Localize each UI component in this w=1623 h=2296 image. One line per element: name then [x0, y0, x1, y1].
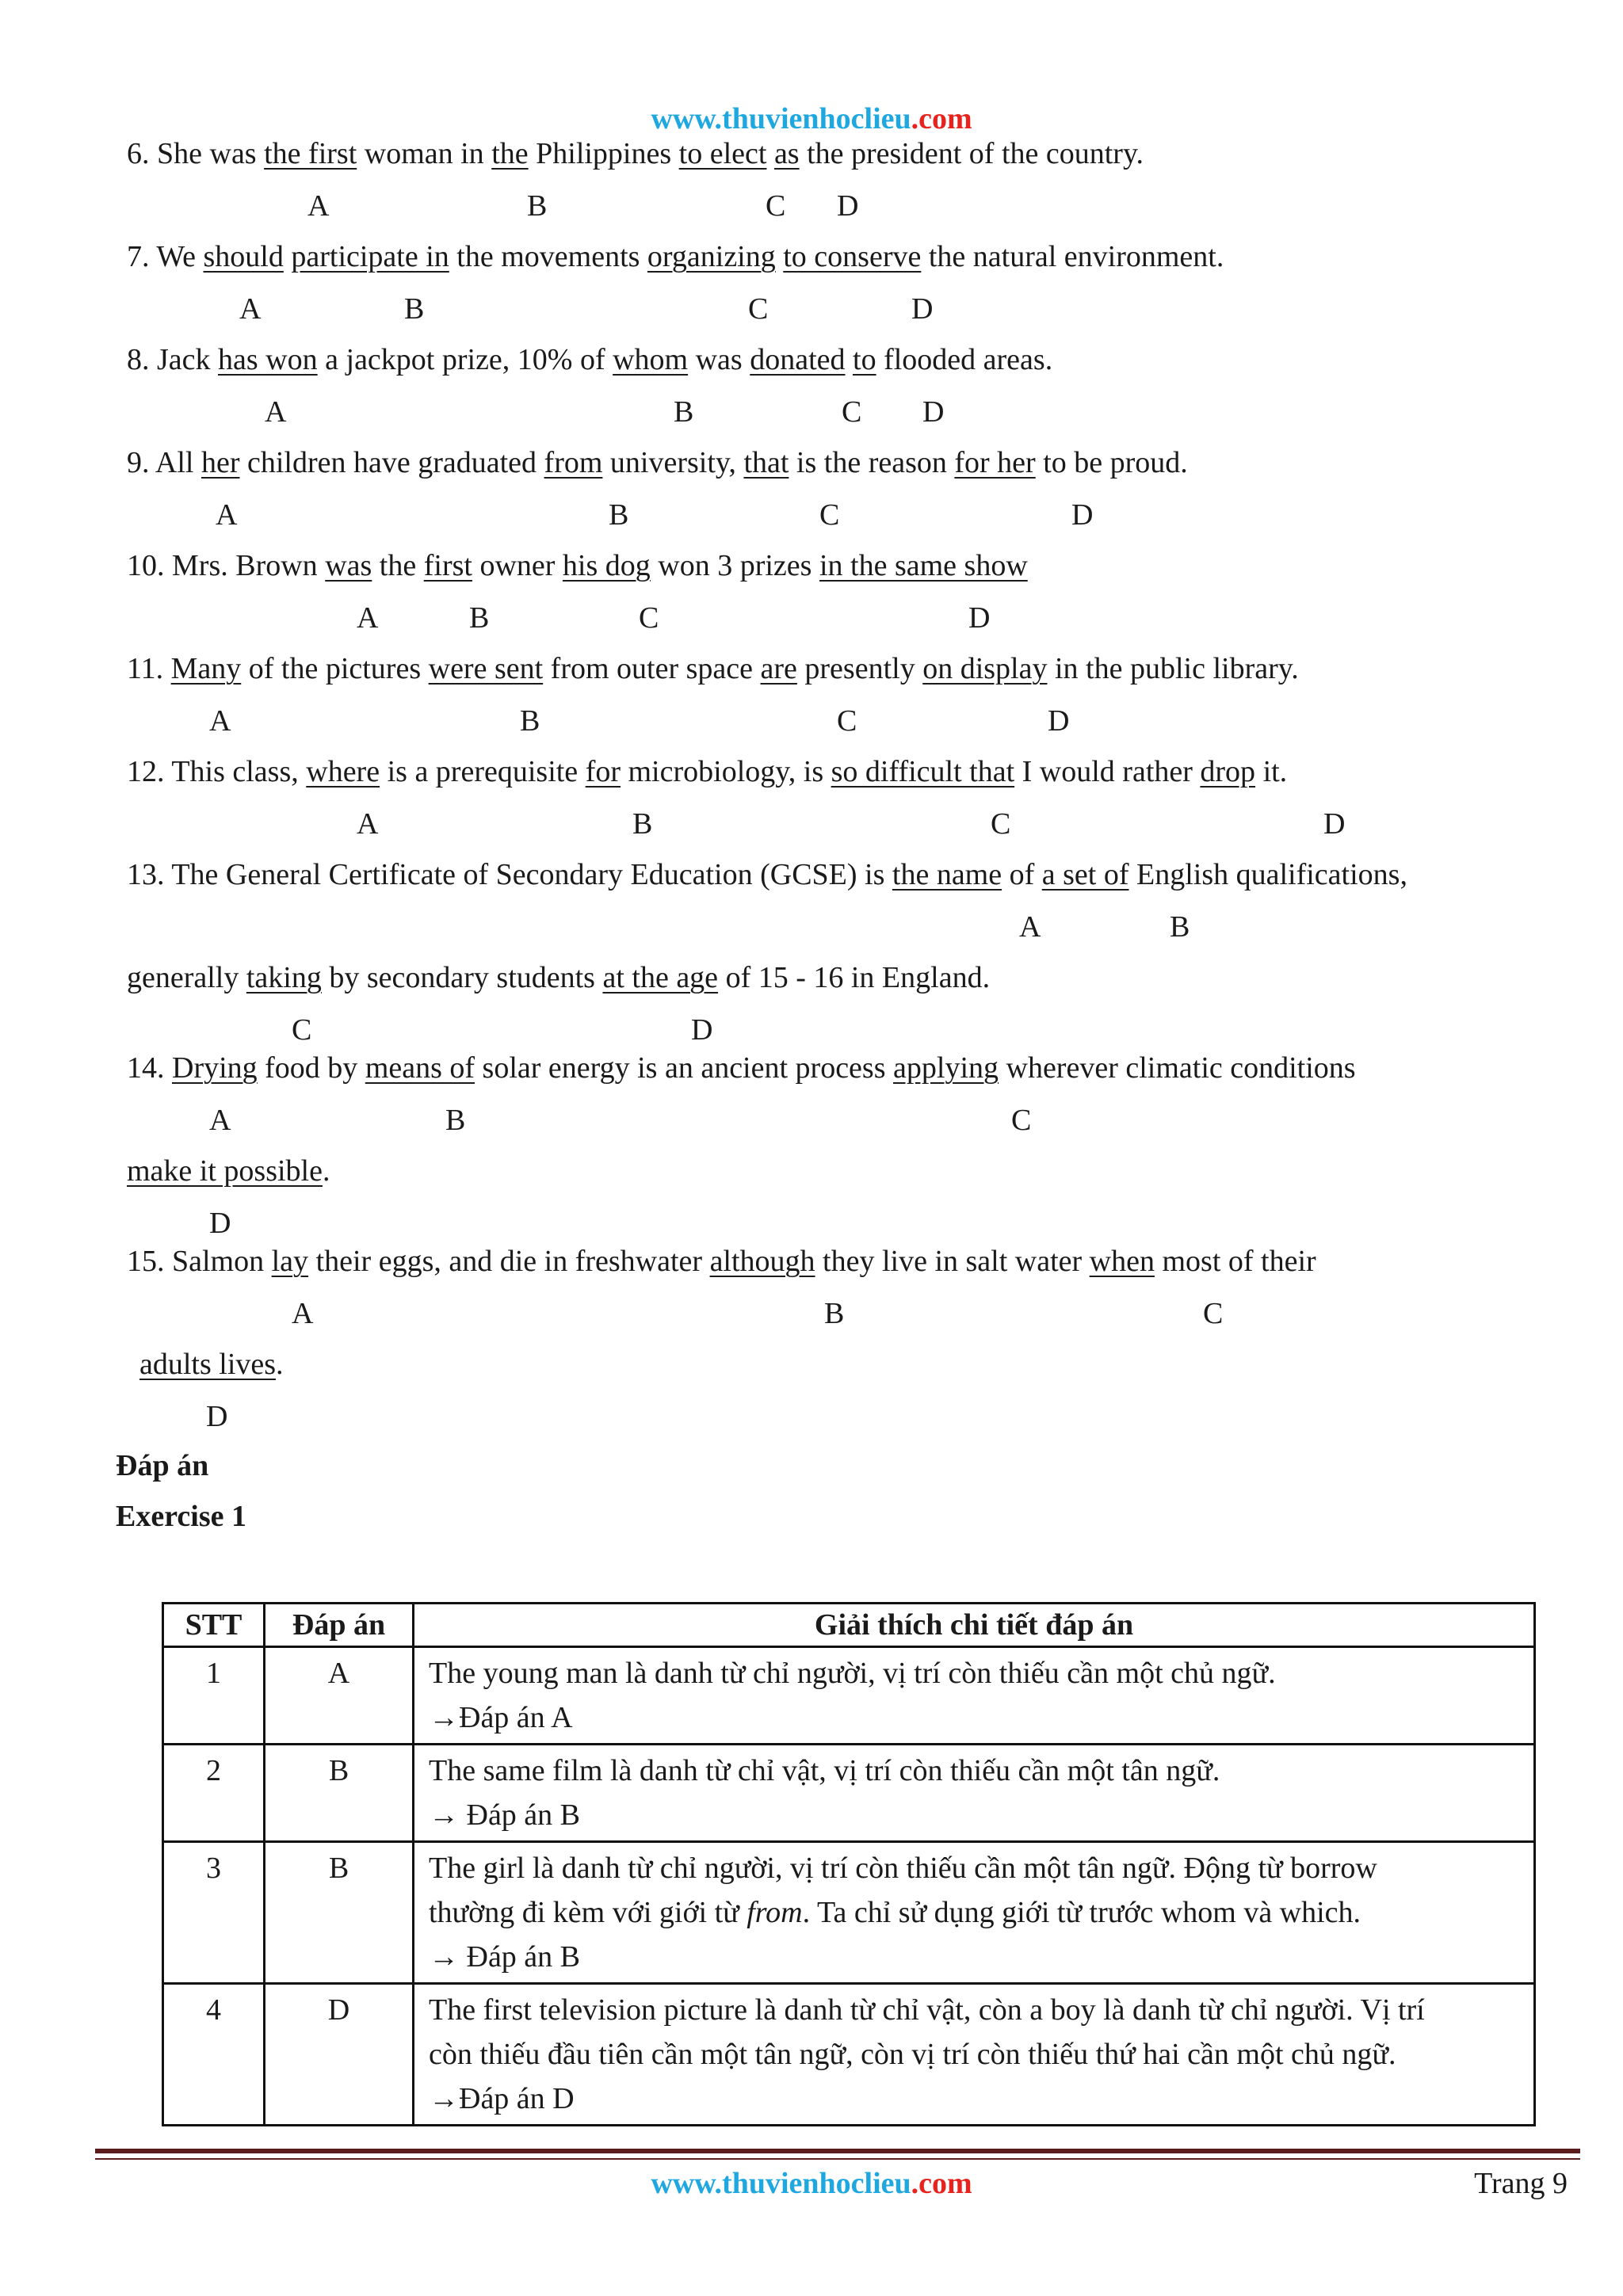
option-b: B: [824, 1297, 845, 1330]
question-12: 12. This class, where is a prerequisite for microbiology, is so difficult that I would rather drop it.: [127, 755, 1288, 788]
row-answer: B: [265, 1842, 414, 1984]
table-row: [163, 1745, 1535, 1842]
answer-table: [162, 1602, 1536, 2126]
row-answer: A: [265, 1647, 414, 1745]
option-b: B: [520, 704, 540, 738]
row-explanation: The young man là danh từ chỉ người, vị trí còn thiếu cần một chủ ngữ. →Đáp án A: [414, 1647, 1535, 1745]
option-c: C: [292, 1013, 312, 1047]
option-c: C: [991, 807, 1011, 841]
option-b: B: [445, 1104, 466, 1137]
option-c: C: [1011, 1104, 1032, 1137]
question-14-continued: make it possible.: [127, 1154, 330, 1188]
option-d: D: [837, 189, 859, 223]
column-header: Đáp án: [265, 1604, 414, 1647]
option-b: B: [469, 601, 490, 635]
option-a: A: [209, 704, 231, 738]
option-d: D: [922, 395, 945, 429]
answers-heading: Đáp án: [116, 1449, 209, 1482]
table-row: [163, 1984, 1535, 2126]
option-a: A: [209, 1104, 231, 1137]
row-answer: B: [265, 1745, 414, 1842]
option-d: D: [206, 1400, 228, 1433]
question-9: 9. All her children have graduated from university, that is the reason for her to be proud.: [127, 446, 1188, 479]
header-url: www.thuvienhoclieu.com: [651, 102, 972, 135]
option-b: B: [674, 395, 694, 429]
question-11: 11. Many of the pictures were sent from outer space are presently on display in the public library.: [127, 652, 1299, 685]
question-15: 15. Salmon lay their eggs, and die in freshwater although they live in salt water when most of their: [127, 1245, 1316, 1278]
option-d: D: [911, 292, 934, 326]
footer-divider: [95, 2149, 1580, 2153]
table-row: [163, 1647, 1535, 1745]
question-8: 8. Jack has won a jackpot prize, 10% of whom was donated to flooded areas.: [127, 343, 1053, 376]
row-explanation: The same film là danh từ chỉ vật, vị trí còn thiếu cần một tân ngữ. → Đáp án B: [414, 1745, 1535, 1842]
option-b: B: [404, 292, 425, 326]
question-14: 14. Drying food by means of solar energy is an ancient process applying wherever climatic conditions: [127, 1051, 1356, 1085]
option-b: B: [527, 189, 548, 223]
column-header: STT: [163, 1604, 265, 1647]
option-c: C: [766, 189, 786, 223]
option-a: A: [357, 807, 379, 841]
option-c: C: [748, 292, 769, 326]
question-13-continued: generally taking by secondary students at the age of 15 - 16 in England.: [127, 961, 991, 994]
option-a: A: [307, 189, 330, 223]
option-b: B: [609, 498, 629, 532]
option-d: D: [691, 1013, 713, 1047]
option-d: D: [1071, 498, 1094, 532]
row-number: 1: [163, 1647, 265, 1745]
option-d: D: [1323, 807, 1346, 841]
table-row: [163, 1842, 1535, 1984]
row-number: 4: [163, 1984, 265, 2126]
option-b: B: [1170, 910, 1190, 944]
row-answer: D: [265, 1984, 414, 2126]
question-10: 10. Mrs. Brown was the first owner his dog won 3 prizes in the same show: [127, 549, 1028, 582]
option-c: C: [639, 601, 659, 635]
option-d: D: [1048, 704, 1070, 738]
option-a: A: [265, 395, 287, 429]
option-d: D: [209, 1207, 231, 1240]
row-number: 3: [163, 1842, 265, 1984]
option-c: C: [842, 395, 862, 429]
option-d: D: [968, 601, 991, 635]
table-header-row: [163, 1604, 1535, 1647]
question-6: 6. She was the first woman in the Philippines to elect as the president of the country.: [127, 137, 1144, 170]
question-15-continued: adults lives.: [139, 1348, 284, 1381]
row-explanation: The girl là danh từ chỉ người, vị trí còn thiếu cần một tân ngữ. Động từ borrow thường đi kèm với giới từ from. Ta chỉ sử dụng giới từ trước whom và which. → Đáp án B: [414, 1842, 1535, 1984]
option-c: C: [837, 704, 857, 738]
row-number: 2: [163, 1745, 265, 1842]
footer-url: www.thuvienhoclieu.com: [651, 2167, 972, 2200]
option-a: A: [292, 1297, 314, 1330]
option-a: A: [239, 292, 262, 326]
option-b: B: [632, 807, 653, 841]
option-a: A: [216, 498, 238, 532]
option-c: C: [1203, 1297, 1224, 1330]
footer-divider-thin: [95, 2158, 1580, 2160]
option-a: A: [357, 601, 379, 635]
page-number: Trang 9: [1474, 2167, 1568, 2200]
question-7: 7. We should participate in the movements organizing to conserve the natural environment.: [127, 240, 1224, 273]
question-13: 13. The General Certificate of Secondary Education (GCSE) is the name of a set of English qualifications,: [127, 858, 1407, 891]
option-c: C: [819, 498, 840, 532]
column-header: Giải thích chi tiết đáp án: [414, 1604, 1535, 1647]
row-explanation: The first television picture là danh từ chỉ vật, còn a boy là danh từ chỉ người. Vị trí còn thiếu đầu tiên cần một tân ngữ, còn vị trí còn thiếu thứ hai cần một chủ ngữ. →Đáp án D: [414, 1984, 1535, 2126]
option-a: A: [1019, 910, 1041, 944]
exercise-heading: Exercise 1: [116, 1500, 246, 1533]
